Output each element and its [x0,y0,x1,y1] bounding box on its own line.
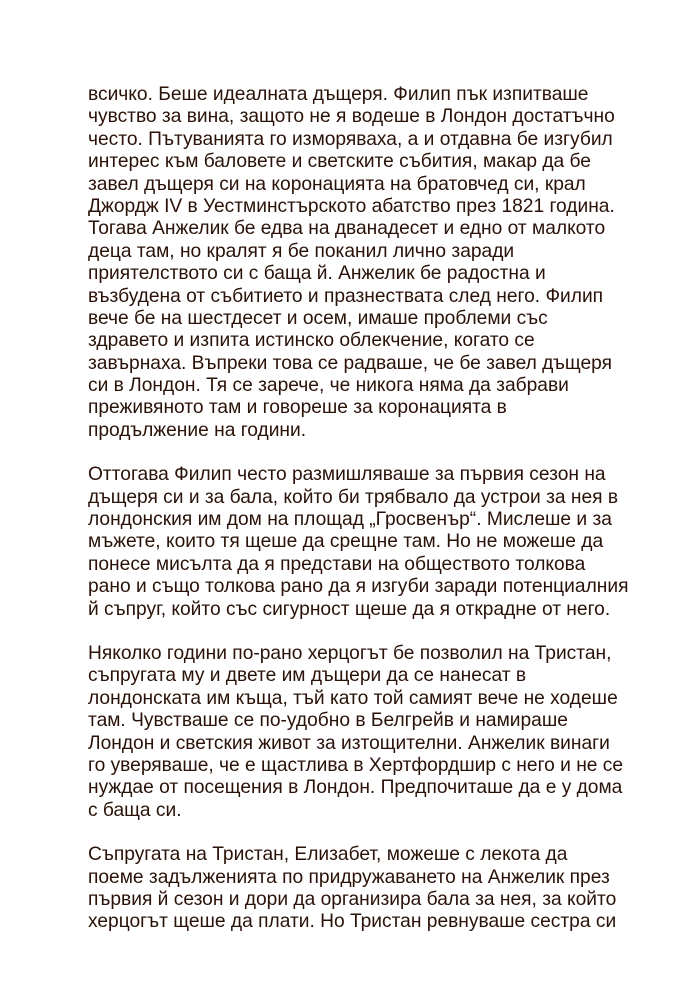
text-line: здравето и изпита истинско облекчение, когато се [88,330,535,352]
text-line: често. Пътуванията го изморяваха, а и отдавна бе изгубил [88,128,613,150]
text-line: херцогът щеше да плати. Но Тристан ревнуваше сестра си [88,911,617,933]
text-line: чувство за вина, защото не я водеше в Лондон достатъчно [88,106,615,128]
text-line: вече бе на шестдесет и осем, имаше проблеми със [88,307,548,329]
text-line: дъщеря си и за бала, който би трябвало да устрои за нея в [88,486,619,508]
text-line: й съпруг, който със сигурност щеше да я открадне от него. [88,598,611,620]
text-line: лондонската им къща, тъй като той самият вече не ходеше [88,687,618,709]
text-line: си в Лондон. Тя се зарече, че никога няма да забрави [88,375,569,397]
text-line: деца там, но кралят я бе поканил лично заради [88,240,515,262]
text-line: приятелството си с баща й. Анжелик бе радостна и [88,263,546,285]
text-line: там. Чувстваше се по-удобно в Белгрейв и намираше [88,710,568,732]
text-line: преживяното там и говореше за коронацията в [88,397,507,419]
text-line: Джордж IV в Уестминстърското абатство през 1821 година. [88,195,615,217]
text-line: Тогава Анжелик бе едва на дванадесет и едно от малкото [88,218,606,240]
text-line: с баща си. [88,799,182,821]
text-line: Оттогава Филип често размишляваше за първия сезон на [88,464,606,486]
text-line: рано и също толкова рано да я изгуби заради потенциалния [88,576,629,598]
text-line: съпругата му и двете им дъщери да се нанесат в [88,665,527,687]
paragraph-4 [88,844,618,934]
text-line: завел дъщеря си на коронацията на братовчед си, крал [88,173,586,195]
text-line: поеме задълженията по придружаването на Анжелик през [88,866,610,888]
document-page [88,84,629,956]
text-line: го уверяваше, че е щастлива в Хертфордшир с него и не се [88,754,624,776]
text-line: продължение на години. [88,419,307,441]
text-line: мъжете, които тя щеше да срещне там. Но не можеше да [88,531,604,553]
text-line: понесе мисълта да я представи на обществото толкова [88,553,586,575]
text-line: завърнаха. Въпреки това се радваше, че бе завел дъщеря [88,352,613,374]
paragraph-1 [88,84,618,442]
text-line: възбудена от събитието и празнествата след него. Филип [88,285,604,307]
text-line: Няколко години по-рано херцогът бе позволил на Тристан, [88,642,612,664]
text-line: лондонския им дом на площад „Гросвенър“. Мислеше и за [88,509,612,531]
text-line: всичко. Беше идеалната дъщеря. Филип пък изпитваше [88,84,589,105]
text-line: първия й сезон и дори да организира бала за нея, за който [88,888,617,910]
text-line: Лондон и светския живот за изтощителни. Анжелик винаги [88,732,610,754]
paragraph-2 [88,464,629,621]
paragraph-3 [88,642,624,822]
text-line: нуждае от посещения в Лондон. Предпочиташе да е у дома [88,777,623,799]
text-line: интерес към баловете и светските събития, макар да бе [88,151,591,173]
text-line: Съпругата на Тристан, Елизабет, можеше с лекота да [88,844,568,866]
